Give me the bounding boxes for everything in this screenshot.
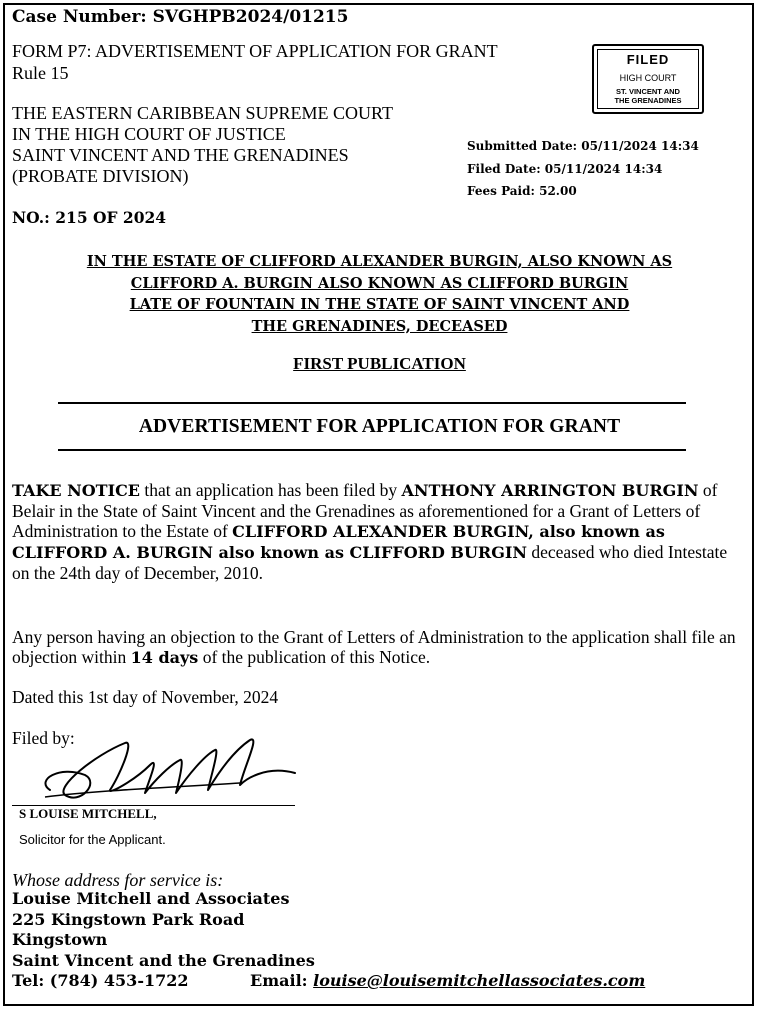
solicitor-name: S LOUISE MITCHELL, — [19, 806, 157, 821]
form-title: FORM P7: ADVERTISEMENT OF APPLICATION FOR GRANT — [12, 41, 498, 61]
take-notice: TAKE NOTICE — [12, 481, 140, 500]
fees-paid: Fees Paid: 52.00 — [467, 184, 577, 198]
stamp-country-line: ST. VINCENT AND — [616, 87, 680, 96]
estate-line: THE GRENADINES, DECEASED — [251, 317, 508, 335]
objection-paragraph — [12, 627, 747, 668]
divider-bottom — [58, 449, 686, 451]
submitted-date: Submitted Date: 05/11/2024 14:34 — [467, 139, 699, 153]
case-number: Case Number: SVGHPB2024/01215 — [12, 7, 349, 27]
notice-paragraph — [12, 480, 747, 583]
address-city: Kingstown — [12, 930, 108, 949]
address-tel: Tel: (784) 453-1722 — [12, 971, 189, 990]
email-label: Email: — [250, 971, 314, 990]
objection-days: 14 days — [130, 648, 199, 667]
objection-text: Any person having an objection to the Grant of Letters of Administration to the application shall file an objection within — [12, 627, 736, 667]
address-intro: Whose address for service is: — [12, 870, 224, 890]
stamp-country-line: THE GRENADINES — [614, 96, 682, 105]
email-link[interactable]: louise@louisemitchellassociates.com — [313, 971, 646, 990]
form-rule: Rule 15 — [12, 63, 69, 83]
applicant-name: ANTHONY ARRINGTON BURGIN — [401, 481, 699, 500]
case-no: NO.: 215 OF 2024 — [12, 208, 167, 227]
advertisement-heading: ADVERTISEMENT FOR APPLICATION FOR GRANT — [138, 416, 621, 437]
deceased-name: CLIFFORD ALEXANDER BURGIN, also known as CLIFFORD A. BURGIN also known as CLIFFORD BURGIN — [12, 522, 665, 562]
stamp-court: HIGH COURT — [619, 73, 677, 83]
court-header — [12, 103, 393, 187]
court-line: SAINT VINCENT AND THE GRENADINES — [12, 145, 349, 165]
filed-date: Filed Date: 05/11/2024 14:34 — [467, 161, 663, 176]
estate-line: CLIFFORD A. BURGIN ALSO KNOWN AS CLIFFORD BURGIN — [130, 274, 629, 292]
notice-text: that an application has been filed by — [140, 480, 402, 500]
notice-text: of Belair in the State of Saint Vincent and the Grenadines as aforementioned for a Grant of Letters of Administration to the Estate of — [12, 480, 718, 541]
estate-line: IN THE ESTATE OF CLIFFORD ALEXANDER BURGIN, ALSO KNOWN AS — [86, 253, 673, 270]
stamp-inner-border — [597, 49, 699, 109]
estate-title — [0, 251, 759, 337]
email-line — [250, 971, 645, 990]
court-line: THE EASTERN CARIBBEAN SUPREME COURT — [12, 103, 393, 123]
estate-line: LATE OF FOUNTAIN IN THE STATE OF SAINT VINCENT AND — [129, 296, 630, 313]
objection-text: of the publication of this Notice. — [198, 647, 431, 667]
filed-stamp — [592, 44, 704, 114]
address-street: 225 Kingstown Park Road — [12, 909, 245, 929]
signature-image — [40, 735, 300, 810]
address-country: Saint Vincent and the Grenadines — [12, 950, 315, 970]
court-line: IN THE HIGH COURT OF JUSTICE — [12, 124, 286, 144]
filed-by-label: Filed by: — [12, 728, 75, 748]
address-firm: Louise Mitchell and Associates — [12, 889, 290, 908]
dated-line: Dated this 1st day of November, 2024 — [12, 687, 279, 707]
filing-meta — [467, 135, 699, 203]
divider-top — [58, 402, 686, 404]
solicitor-role: Solicitor for the Applicant. — [19, 832, 166, 847]
stamp-status: FILED — [626, 52, 670, 67]
notice-text: deceased who died Intestate on the 24th day of December, 2010. — [12, 542, 728, 583]
publication-label: FIRST PUBLICATION — [293, 354, 466, 373]
form-header — [12, 40, 498, 84]
court-line: (PROBATE DIVISION) — [12, 166, 189, 186]
